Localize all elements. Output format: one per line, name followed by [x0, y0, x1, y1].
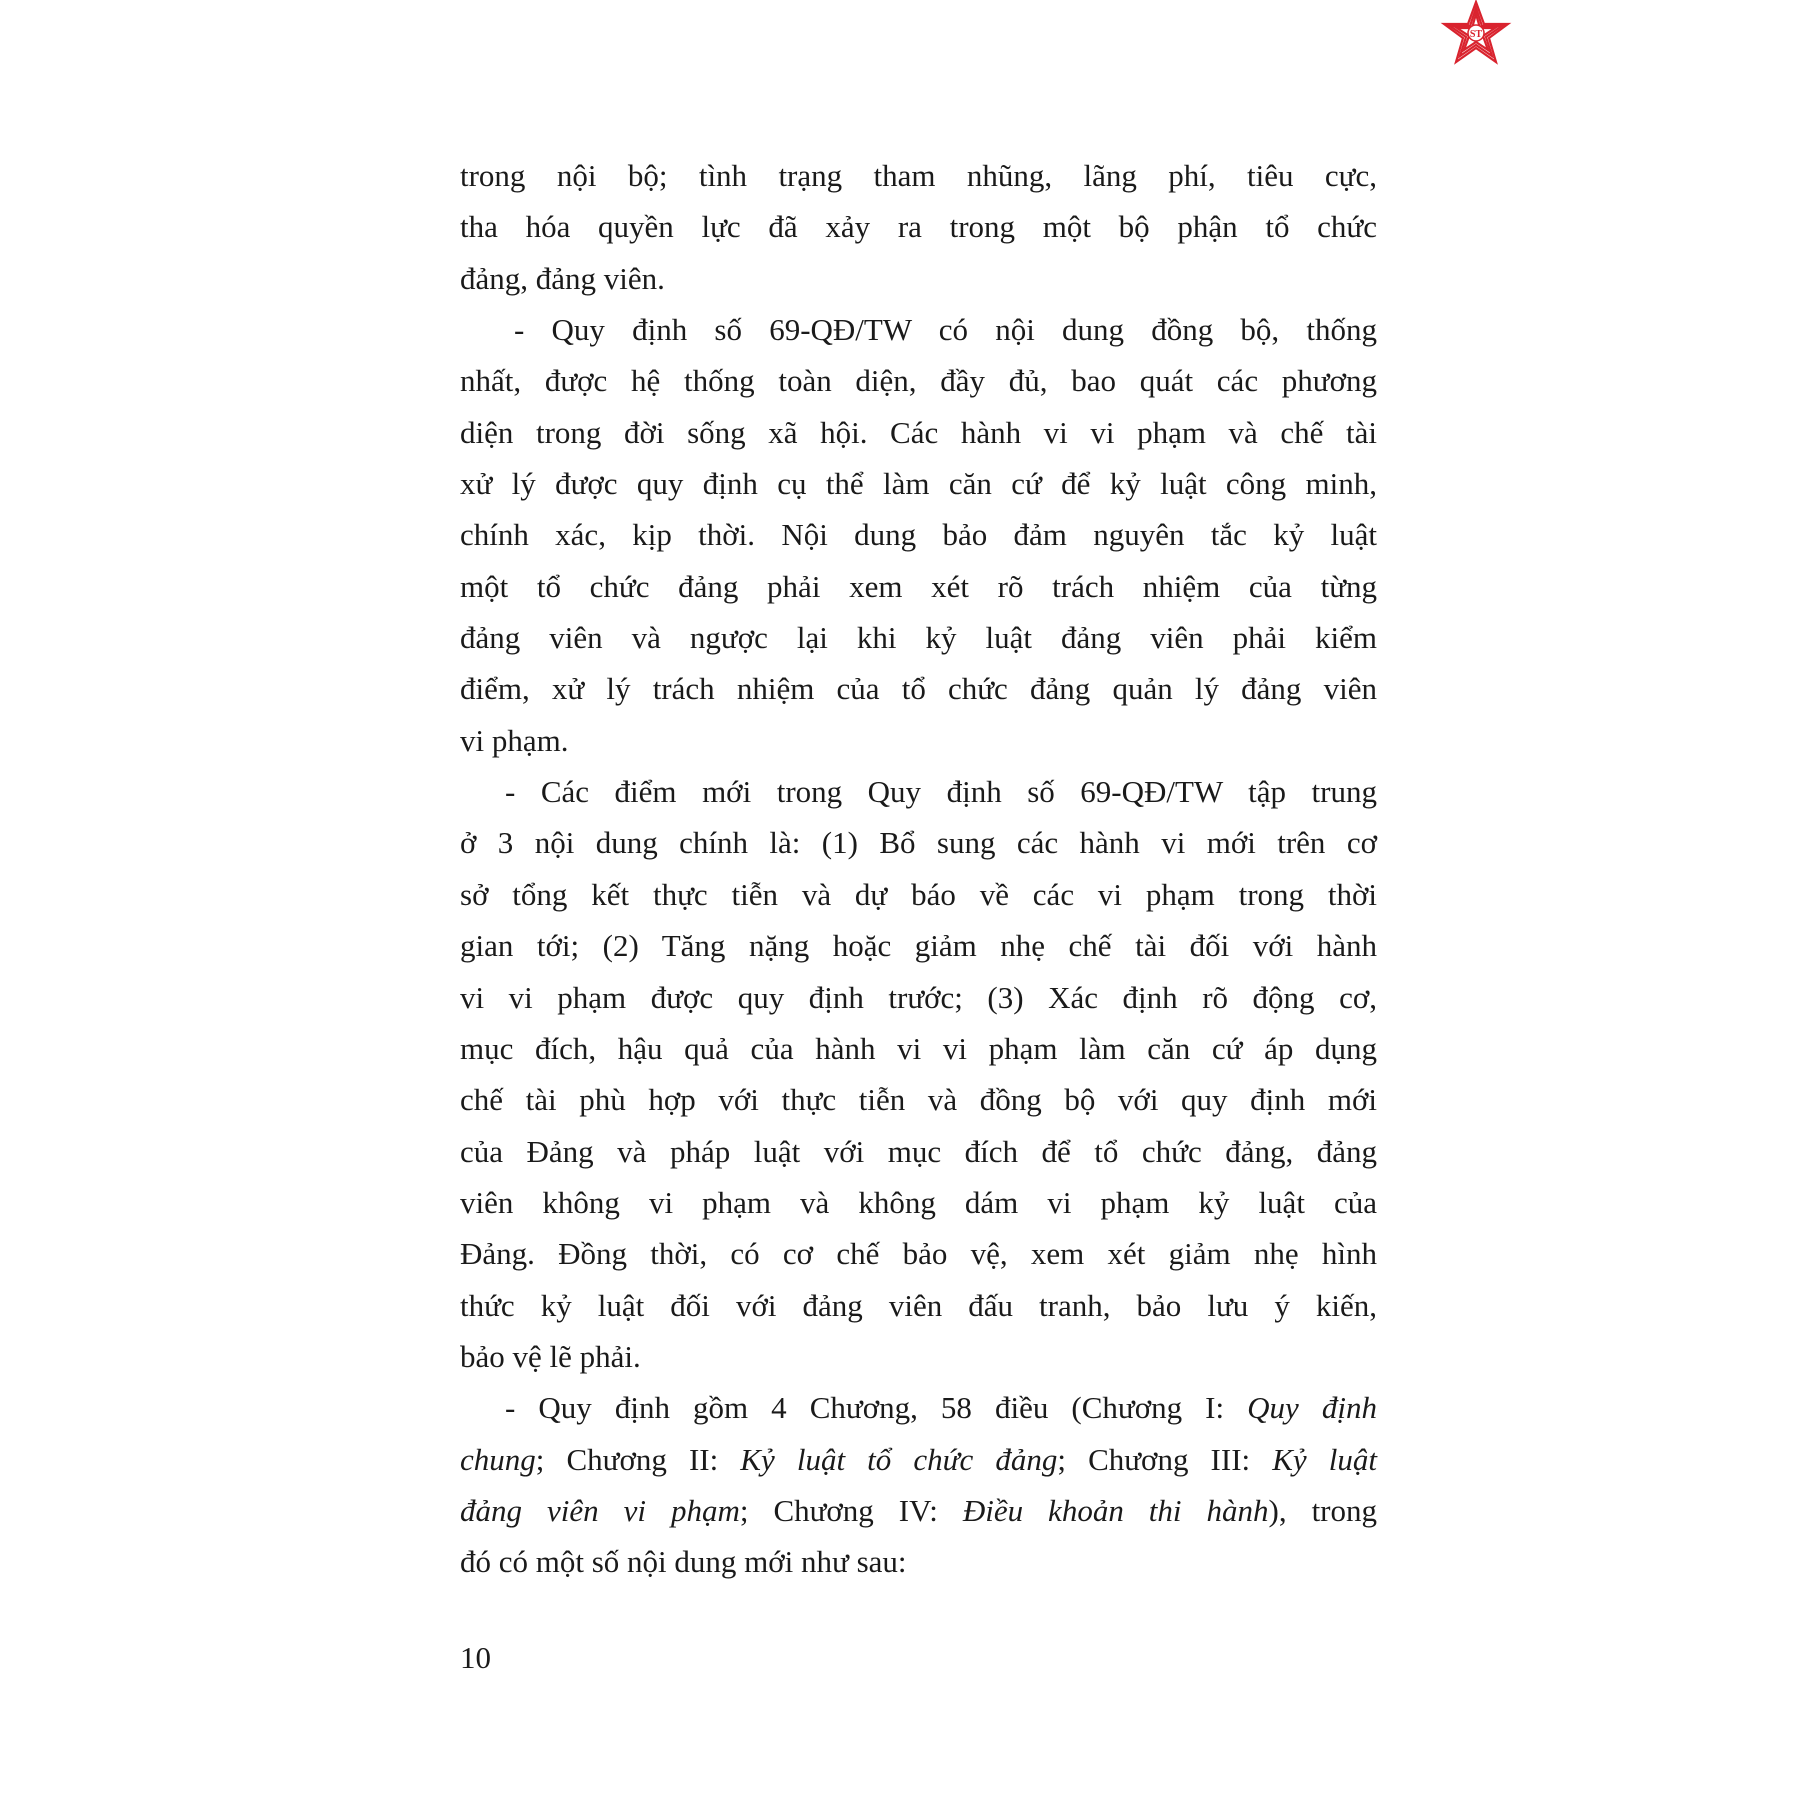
text-line: [460, 1228, 1377, 1279]
text-segment: mục đích, hậu quả của hành vi vi phạm làm căn cứ áp dụng: [460, 1030, 1377, 1066]
text-segment: viên không vi phạm và không dám vi phạm kỷ luật của: [460, 1184, 1377, 1220]
text-line: [460, 817, 1377, 868]
text-segment: ), trong: [1268, 1492, 1378, 1528]
italic-text: Quy định: [1247, 1390, 1377, 1426]
text-segment: đảng, đảng viên.: [460, 260, 665, 296]
text-segment: - Các điểm mới trong Quy định số 69-QĐ/TW tập trung: [505, 774, 1377, 810]
text-segment: đảng viên và ngược lại khi kỷ luật đảng viên phải kiểm: [460, 620, 1377, 656]
text-segment: xử lý được quy định cụ thể làm căn cứ để kỷ luật công minh,: [460, 466, 1377, 502]
text-segment: chính xác, kịp thời. Nội dung bảo đảm nguyên tắc kỷ luật: [460, 517, 1377, 553]
text-segment: diện trong đời sống xã hội. Các hành vi vi phạm và chế tài: [460, 414, 1377, 450]
text-line: [460, 304, 1377, 355]
text-line: [460, 407, 1377, 458]
text-segment: thức kỷ luật đối với đảng viên đấu tranh, bảo lưu ý kiến,: [460, 1287, 1377, 1323]
publisher-logo-star-icon: [1440, 0, 1512, 66]
text-line: [460, 766, 1377, 817]
italic-text: chung: [460, 1441, 536, 1477]
text-segment: đó có một số nội dung mới như sau:: [460, 1544, 907, 1580]
text-segment: điểm, xử lý trách nhiệm của tổ chức đảng quản lý đảng viên: [460, 671, 1377, 707]
italic-text: Điều khoản thi hành: [962, 1492, 1269, 1528]
paragraph: [460, 1382, 1377, 1587]
text-line: [460, 612, 1377, 663]
page-number: 10: [460, 1640, 491, 1675]
text-line: [460, 1023, 1377, 1074]
text-line: [460, 561, 1377, 612]
text-line: [460, 1434, 1377, 1485]
paragraph: [460, 766, 1377, 1382]
text-segment: vi vi phạm được quy định trước; (3) Xác định rõ động cơ,: [460, 979, 1377, 1015]
text-segment: ở 3 nội dung chính là: (1) Bổ sung các hành vi mới trên cơ: [460, 825, 1377, 861]
text-segment: ; Chương IV:: [739, 1492, 963, 1528]
text-line: [460, 920, 1377, 971]
italic-text: Kỷ luật: [1272, 1441, 1377, 1477]
text-line: [460, 509, 1377, 560]
text-line: [460, 253, 1377, 304]
svg-text:ST: ST: [1469, 29, 1483, 40]
text-line: [460, 869, 1377, 920]
paragraph: [460, 304, 1377, 766]
italic-text: Kỷ luật tổ chức đảng: [740, 1441, 1058, 1477]
text-segment: sở tổng kết thực tiễn và dự báo về các vi phạm trong thời: [460, 876, 1377, 912]
text-segment: bảo vệ lẽ phải.: [460, 1338, 641, 1374]
paragraph: [460, 150, 1377, 304]
text-line: [460, 1382, 1377, 1433]
text-segment: gian tới; (2) Tăng nặng hoặc giảm nhẹ chế tài đối với hành: [460, 928, 1377, 964]
text-line: [460, 355, 1377, 406]
text-segment: tha hóa quyền lực đã xảy ra trong một bộ phận tổ chức: [460, 209, 1377, 245]
text-line: [460, 201, 1377, 252]
text-line: [460, 715, 1377, 766]
text-line: [460, 972, 1377, 1023]
text-line: [460, 1074, 1377, 1125]
text-line: [460, 1280, 1377, 1331]
text-line: [460, 1485, 1377, 1536]
text-line: [460, 663, 1377, 714]
italic-text: đảng viên vi phạm: [460, 1492, 740, 1528]
text-line: [460, 1536, 1377, 1587]
text-segment: Đảng. Đồng thời, có cơ chế bảo vệ, xem xét giảm nhẹ hình: [460, 1236, 1377, 1272]
page-body-text: [460, 150, 1377, 1588]
text-segment: một tổ chức đảng phải xem xét rõ trách nhiệm của từng: [460, 568, 1377, 604]
text-line: [460, 1331, 1377, 1382]
text-line: [460, 150, 1377, 201]
text-segment: - Quy định số 69-QĐ/TW có nội dung đồng bộ, thống: [514, 312, 1377, 348]
text-line: [460, 1177, 1377, 1228]
text-line: [460, 1126, 1377, 1177]
text-segment: trong nội bộ; tình trạng tham nhũng, lãng phí, tiêu cực,: [460, 158, 1377, 193]
text-segment: nhất, được hệ thống toàn diện, đầy đủ, bao quát các phương: [460, 363, 1377, 399]
text-line: [460, 458, 1377, 509]
text-segment: của Đảng và pháp luật với mục đích để tổ chức đảng, đảng: [460, 1133, 1377, 1169]
text-segment: ; Chương II:: [535, 1441, 741, 1477]
text-segment: - Quy định gồm 4 Chương, 58 điều (Chương I:: [505, 1390, 1248, 1426]
text-segment: vi phạm.: [460, 722, 569, 758]
text-segment: chế tài phù hợp với thực tiễn và đồng bộ với quy định mới: [460, 1082, 1377, 1118]
text-segment: ; Chương III:: [1057, 1441, 1273, 1477]
